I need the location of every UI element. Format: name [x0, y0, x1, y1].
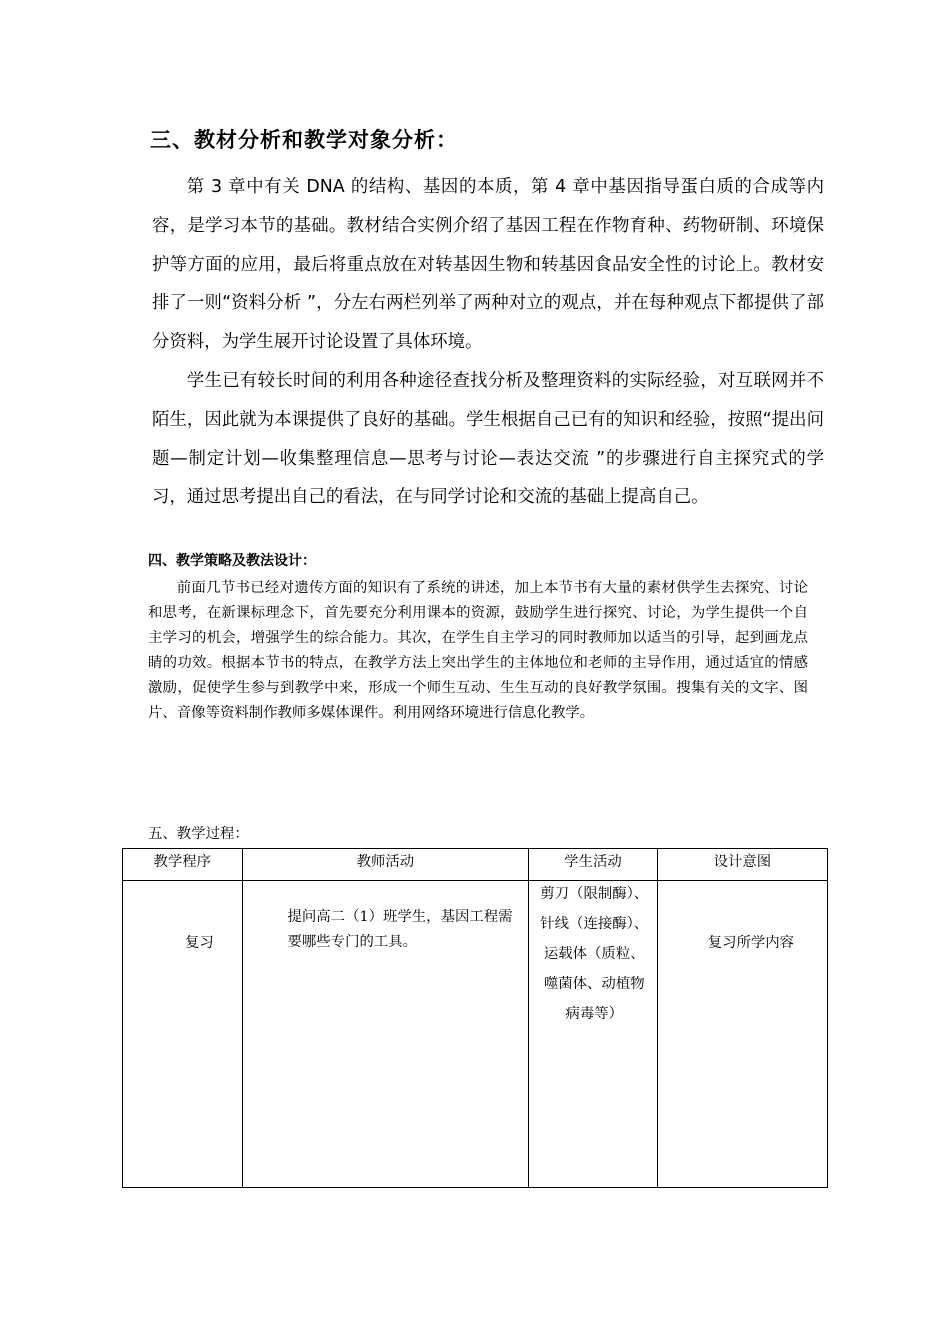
- teacher-text: 提问高二（1）班学生，基因工程需要哪些专门的工具。: [287, 909, 513, 950]
- cell-student: [529, 881, 657, 1188]
- table-row: [123, 881, 828, 1188]
- student-text: 剪刀（限制酶）、针线（连接酶）、运载体（质粒、噬菌体、动植物病毒等）: [540, 886, 649, 1022]
- cell-intent: [657, 881, 827, 1188]
- section3-paragraph-2: 学生已有较长时间的利用各种途径查找分析及整理资料的实际经验，对互联网并不陌生，因此就为本课提供了良好的基础。学生根据自己已有的知识和经验，按照“提出问题—制定计划—收集整理信息—思考与讨论—表达交流 ”的步骤进行自主探究式的学习，通过思考提出自己的看法，在与同学讨论和交流的基础上提高自己。: [152, 370, 824, 508]
- section4-paragraph: 前面几节书已经对遗传方面的知识有了系统的讲述，加上本节书有大量的素材供学生去探究、讨论和思考，在新课标理念下，首先要充分利用课本的资源，鼓励学生进行探究、讨论，为学生提供一个自主学习的机会，增强学生的综合能力。其次，在学生自主学习的同时教师加以适当的引导，起到画龙点睛的功效。根据本节书的特点，在教学方法上突出学生的主体地位和老师的主导作用，通过适宜的情感激励，促使学生参与到教学中来，形成一个师生互动、生生互动的良好教学氛围。搜集有关的文字、图片、音像等资料制作教师多媒体课件。利用网络环境进行信息化教学。: [148, 580, 808, 721]
- section5-heading: 五、教学过程：: [148, 826, 249, 842]
- header-teacher-activity: 教师活动: [242, 849, 529, 881]
- teaching-process-table: [122, 848, 828, 1188]
- section4-heading: 四、教学策略及教法设计：: [148, 553, 316, 569]
- table-header-row: [123, 849, 828, 881]
- cell-teacher: [242, 881, 529, 1188]
- header-stage: 教学程序: [123, 849, 243, 881]
- header-student-activity: 学生活动: [529, 849, 657, 881]
- stage-text: 复习: [185, 935, 214, 951]
- section3-paragraph-1: 第 3 章中有关 DNA 的结构、基因的本质，第 4 章中基因指导蛋白质的合成等内容，是学习本节的基础。教材结合实例介绍了基因工程在作物育种、药物研制、环境保护等方面的应用，最后将重点放在对转基因生物和转基因食品安全性的讨论上。教材安排了一则“资料分析 ”，分左右两栏列举了两种对立的观点，并在每种观点下都提供了部分资料，为学生展开讨论设置了具体环境。: [152, 177, 824, 353]
- header-design-intent: 设计意图: [657, 849, 827, 881]
- section4-body: [148, 576, 808, 726]
- cell-stage: [123, 881, 243, 1188]
- section3-body: [152, 168, 824, 517]
- section3-heading: 三、教材分析和教学对象分析：: [150, 128, 458, 152]
- intent-text: 复习所学内容: [707, 935, 795, 951]
